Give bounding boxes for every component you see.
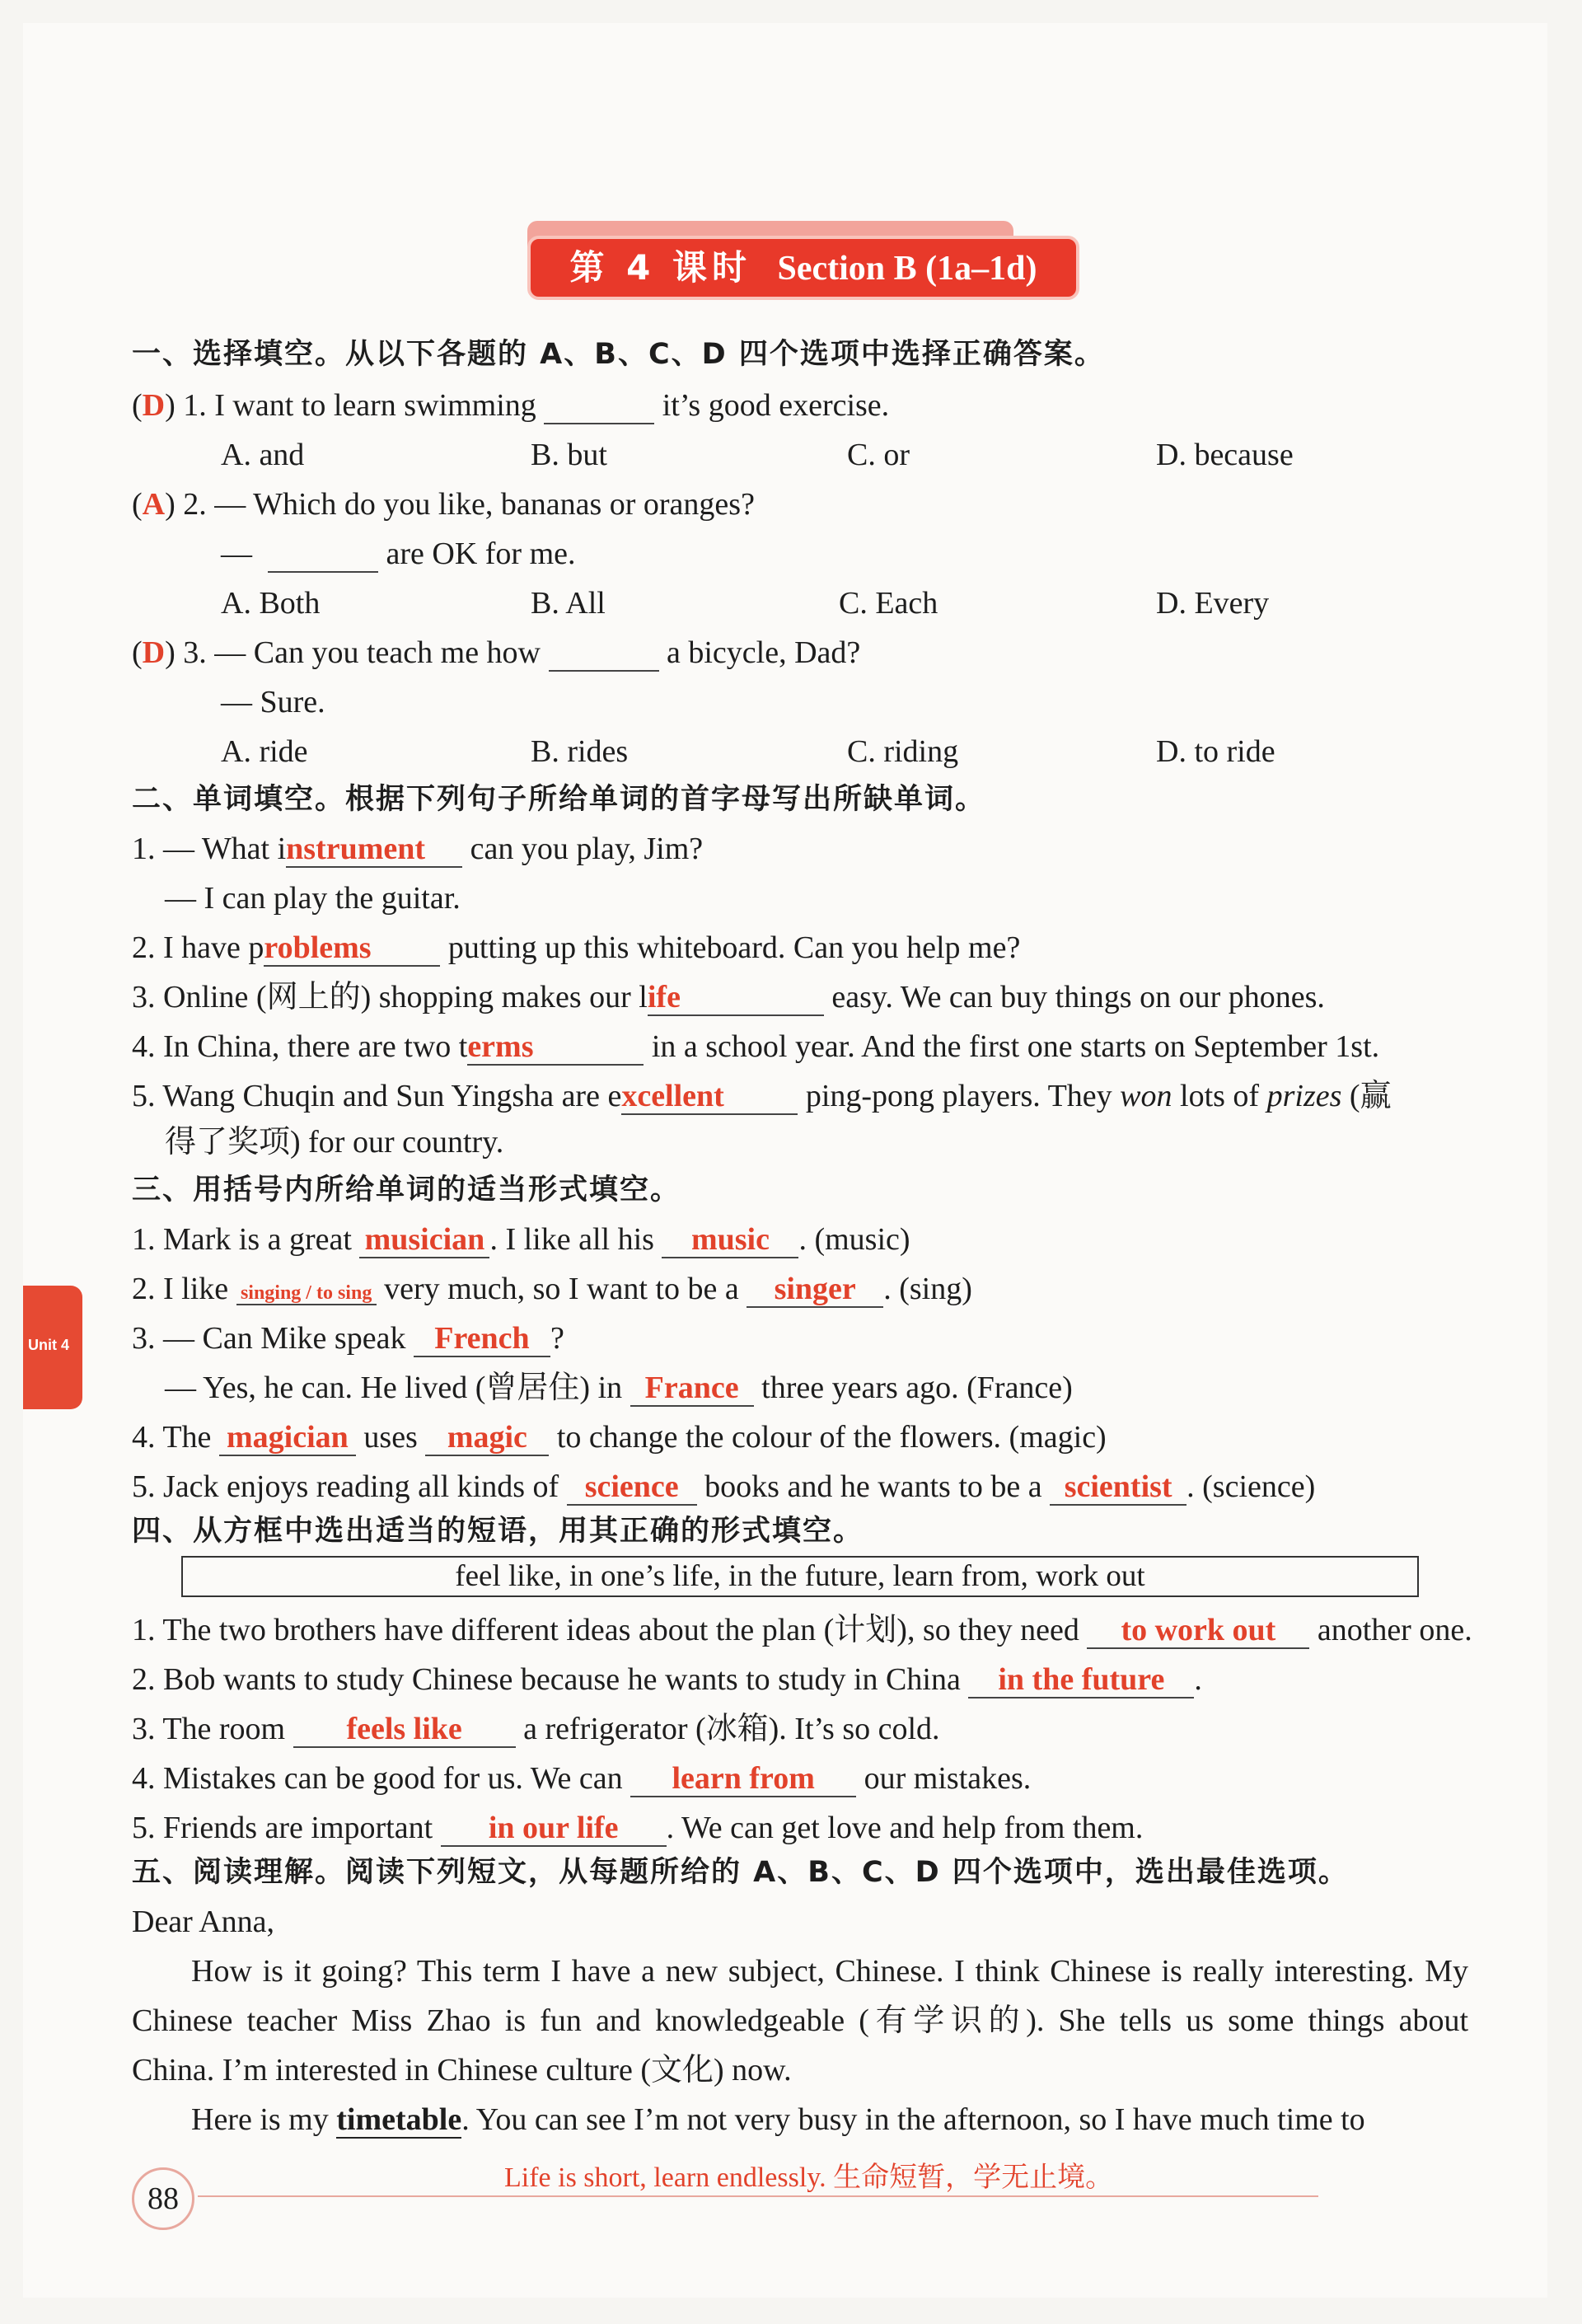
section-5-title: 五、阅读理解。阅读下列短文，从每题所给的 A、B、C、D 四个选项中，选出最佳选项。 — [132, 1856, 1349, 1889]
phrase-q1: 1. The two brothers have different ideas about the plan (计划), so they need to work out another one. — [132, 1613, 1472, 1647]
unit-label: Unit 4 — [28, 1337, 70, 1353]
phrase-box: feel like, in one’s life, in the future, learn from, work out — [181, 1556, 1419, 1597]
section-4-title: 四、从方框中选出适当的短语，用其正确的形式填空。 — [132, 1515, 864, 1548]
option-c[interactable]: C. riding — [847, 734, 959, 769]
form-q1: 1. Mark is a great musician . I like all his music . (music) — [132, 1222, 910, 1257]
reading-p1-line1: How is it going? This term I have a new subject, Chinese. I think Chinese is really interesting. My — [191, 1954, 1468, 1989]
phrase-q5: 5. Friends are important in our life . We can get love and help from them. — [132, 1811, 1144, 1845]
choice-q1: (D) 1. I want to learn swimming it’s good exercise. — [132, 388, 890, 423]
option-b[interactable]: B. All — [531, 586, 606, 621]
word-q3: 3. Online (网上的) shopping makes our life easy. We can buy things on our phones. — [132, 980, 1325, 1014]
form-q2-answer-2: singer — [747, 1273, 883, 1308]
reading-greeting: Dear Anna, — [132, 1905, 275, 1939]
form-q4-answer-2: magic — [425, 1422, 549, 1456]
option-c[interactable]: C. Each — [839, 586, 938, 621]
form-q3-answer-2: France — [630, 1372, 754, 1407]
choice-q2-answer: A — [142, 487, 166, 522]
phrase-q4: 4. Mistakes can be good for us. We can learn from our mistakes. — [132, 1761, 1032, 1796]
option-d[interactable]: D. to ride — [1156, 734, 1275, 769]
lesson-banner — [527, 221, 1079, 303]
footer-motto — [504, 2154, 1113, 2195]
word-q3-answer: ife — [648, 982, 824, 1016]
option-b[interactable]: B. but — [531, 438, 607, 472]
unit-side-tab — [23, 1286, 82, 1409]
form-q5-answer-1: science — [567, 1471, 697, 1506]
phrase-q3-answer: feels like — [293, 1713, 516, 1748]
reading-p1-line3: China. I’m interested in Chinese culture (文化) now. — [132, 2053, 792, 2087]
phrase-q4-answer: learn from — [630, 1763, 856, 1797]
motto-cn: 生命短暂，学无止境。 — [833, 2161, 1114, 2194]
option-a[interactable]: A. and — [221, 438, 305, 472]
section-3-title: 三、用括号内所给单词的适当形式填空。 — [132, 1174, 681, 1207]
page-number: 88 — [132, 2167, 194, 2230]
banner-lesson: 第 4 课时 — [569, 247, 751, 288]
form-q3-line2: — Yes, he can. He lived (曾居住) in France three years ago. (France) — [165, 1371, 1073, 1405]
reading-p1-line2: Chinese teacher Miss Zhao is fun and knowledgeable (有学识的). She tells us some things about — [132, 2003, 1468, 2038]
form-q1-answer-1: musician — [359, 1224, 489, 1258]
word-q5-line2: 得了奖项) for our country. — [165, 1125, 504, 1160]
phrase-q1-answer: to work out — [1087, 1614, 1309, 1649]
option-c[interactable]: C. or — [847, 438, 910, 472]
choice-q1-answer: D — [142, 388, 166, 423]
word-q2-answer: roblems — [264, 932, 440, 967]
choice-q3: (D) 3. — Can you teach me how a bicycle, Dad? — [132, 635, 861, 670]
form-q5: 5. Jack enjoys reading all kinds of science books and he wants to be a scientist . (science) — [132, 1469, 1316, 1504]
timetable-word: timetable — [336, 2102, 462, 2137]
option-a[interactable]: A. Both — [221, 586, 321, 621]
phrase-q2-answer: in the future — [968, 1664, 1194, 1698]
form-q5-answer-2: scientist — [1050, 1471, 1186, 1506]
word-q4: 4. In China, there are two terms in a school year. And the first one starts on September 1st. — [132, 1029, 1380, 1064]
word-q4-answer: erms — [467, 1031, 644, 1066]
motto-en: Life is short, learn endlessly. — [504, 2162, 826, 2193]
choice-q3-answer: D — [142, 635, 166, 670]
word-q1: 1. — What instrument can you play, Jim? — [132, 832, 704, 866]
form-q3: 3. — Can Mike speak French ? — [132, 1321, 564, 1356]
phrase-q2: 2. Bob wants to study Chinese because he wants to study in China in the future . — [132, 1662, 1202, 1697]
form-q4-answer-1: magician — [219, 1422, 356, 1456]
phrase-q3: 3. The room feels like a refrigerator (冰箱). It’s so cold. — [132, 1712, 940, 1746]
phrase-q5-answer: in our life — [441, 1812, 667, 1847]
section-1-title: 一、选择填空。从以下各题的 A、B、C、D 四个选项中选择正确答案。 — [132, 338, 1105, 371]
option-d[interactable]: D. because — [1156, 438, 1294, 472]
footer-divider — [198, 2195, 1318, 2197]
choice-q3-line2: — Sure. — [221, 685, 325, 719]
reading-p2-line1: Here is my timetable. You can see I’m not very busy in the afternoon, so I have much time to — [191, 2102, 1365, 2137]
form-q3-answer-1: French — [414, 1323, 550, 1357]
word-q5: 5. Wang Chuqin and Sun Yingsha are excellent ping-pong players. They won lots of prizes (赢 — [132, 1079, 1392, 1113]
choice-q2: (A) 2. — Which do you like, bananas or oranges? — [132, 487, 755, 522]
section-2-title: 二、单词填空。根据下列句子所给单词的首字母写出所缺单词。 — [132, 783, 986, 816]
word-q5-answer: xcellent — [621, 1080, 798, 1115]
banner-section: Section B (1a–1d) — [777, 250, 1037, 288]
word-q2: 2. I have problems putting up this whiteboard. Can you help me? — [132, 930, 1021, 965]
option-d[interactable]: D. Every — [1156, 586, 1270, 621]
option-b[interactable]: B. rides — [531, 734, 629, 769]
form-q4: 4. The magician uses magic to change the colour of the flowers. (magic) — [132, 1420, 1107, 1455]
word-q1-line2: — I can play the guitar. — [165, 881, 461, 916]
form-q1-answer-2: music — [662, 1224, 798, 1258]
option-a[interactable]: A. ride — [221, 734, 308, 769]
form-q2: 2. I like singing / to sing very much, so I want to be a singer . (sing) — [132, 1272, 972, 1306]
form-q2-answer-1: singing / to sing — [236, 1283, 377, 1305]
word-q1-answer: nstrument — [286, 833, 462, 868]
choice-q2-line2: — are OK for me. — [221, 536, 576, 571]
banner-title — [527, 236, 1079, 300]
